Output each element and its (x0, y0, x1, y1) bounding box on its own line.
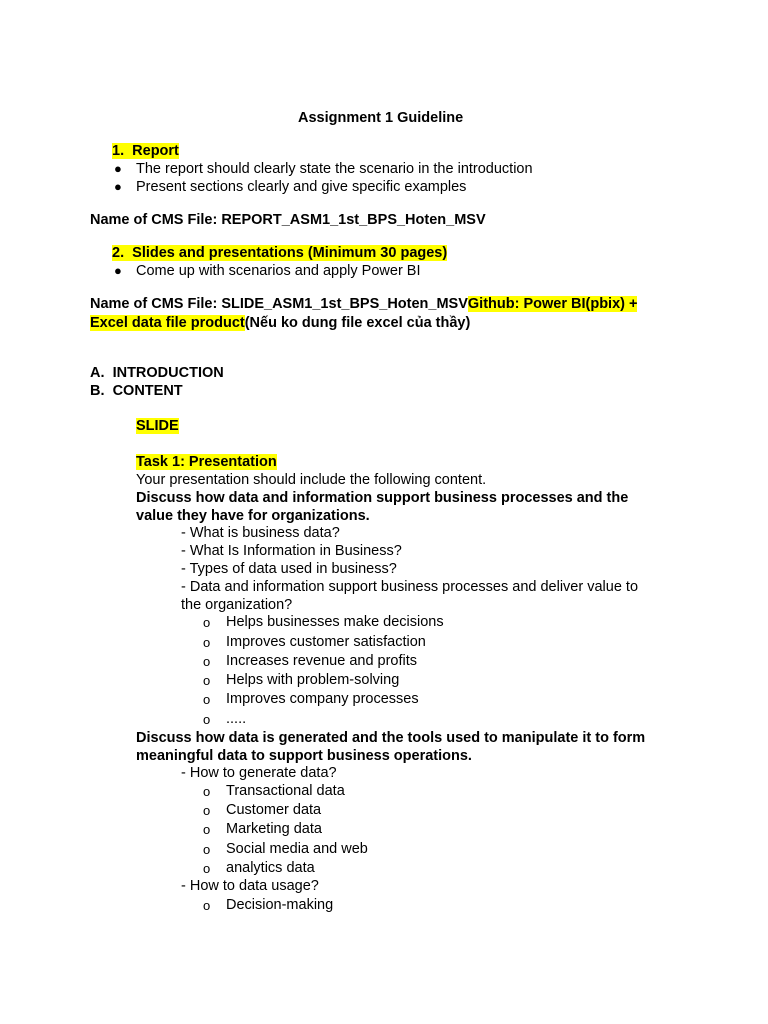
generate-item: Marketing data (226, 821, 322, 837)
section-1-bullet: Present sections clearly and give specific examples (136, 179, 467, 195)
usage-item: Decision-making (226, 897, 334, 913)
circle-bullet-icon: o (203, 654, 211, 669)
question-item: - What Is Information in Business? (181, 543, 402, 559)
outline-item-introduction: A. INTRODUCTION (90, 365, 224, 381)
section-1-bullet: The report should clearly state the scenario in the introduction (136, 161, 533, 177)
generate-item: Social media and web (226, 841, 368, 857)
value-item: Helps with problem-solving (226, 672, 400, 688)
section-1-cms-file: Name of CMS File: REPORT_ASM1_1st_BPS_Hoten_MSV (90, 212, 486, 228)
task-1-intro: Your presentation should include the following content. (136, 472, 487, 488)
circle-bullet-icon: o (203, 842, 211, 857)
section-1-title: Report (132, 143, 179, 159)
bullet-icon: ● (114, 161, 122, 176)
value-item: Increases revenue and profits (226, 653, 418, 669)
section-1-heading (112, 142, 179, 160)
section-2-cms-file (90, 295, 637, 313)
usage-question: - How to data usage? (181, 878, 319, 894)
question-item: - Types of data used in business? (181, 561, 397, 577)
question-item: the organization? (181, 597, 293, 613)
task-1-heading: Task 1: Presentation (136, 454, 277, 470)
discuss-2-line-2: meaningful data to support business operations. (136, 748, 472, 764)
value-item: Improves company processes (226, 691, 419, 707)
generate-item: Transactional data (226, 783, 345, 799)
cms-file-name: Name of CMS File: SLIDE_ASM1_1st_BPS_Hoten_MSV (90, 296, 468, 312)
section-2-title: Slides and presentations (Minimum 30 pages) (132, 245, 448, 261)
question-item: - Data and information support business processes and deliver value to (181, 579, 639, 595)
value-item: Helps businesses make decisions (226, 614, 444, 630)
generate-item: analytics data (226, 860, 315, 876)
excel-note: (Nếu ko dung file excel của thầy) (244, 315, 471, 331)
section-2-bullet: Come up with scenarios and apply Power BI (136, 263, 421, 279)
circle-bullet-icon: o (203, 784, 211, 799)
discuss-2-line-1: Discuss how data is generated and the tools used to manipulate it to form (136, 730, 646, 746)
circle-bullet-icon: o (203, 635, 211, 650)
outline-item-content: B. CONTENT (90, 383, 183, 399)
excel-highlight: Excel data file product (90, 315, 245, 331)
section-2-heading (112, 244, 447, 262)
circle-bullet-icon: o (203, 898, 211, 913)
circle-bullet-icon: o (203, 712, 211, 727)
circle-bullet-icon: o (203, 692, 211, 707)
github-highlight: Github: Power BI(pbix) + (467, 296, 638, 312)
question-item: - What is business data? (181, 525, 340, 541)
discuss-1-line-1: Discuss how data and information support business processes and the (136, 490, 629, 506)
generate-question: - How to generate data? (181, 765, 337, 781)
section-2-cms-file-cont (90, 314, 470, 332)
slide-label: SLIDE (136, 418, 179, 434)
circle-bullet-icon: o (203, 615, 211, 630)
section-1-number: 1. (112, 143, 125, 159)
bullet-icon: ● (114, 179, 122, 194)
discuss-1-line-2: value they have for organizations. (136, 508, 370, 524)
bullet-icon: ● (114, 263, 122, 278)
generate-item: Customer data (226, 802, 322, 818)
circle-bullet-icon: o (203, 861, 211, 876)
page-title: Assignment 1 Guideline (298, 110, 464, 126)
circle-bullet-icon: o (203, 673, 211, 688)
circle-bullet-icon: o (203, 803, 211, 818)
value-item: Improves customer satisfaction (226, 634, 426, 650)
circle-bullet-icon: o (203, 822, 211, 837)
section-2-number: 2. (112, 245, 125, 261)
value-item: ..... (226, 711, 247, 727)
